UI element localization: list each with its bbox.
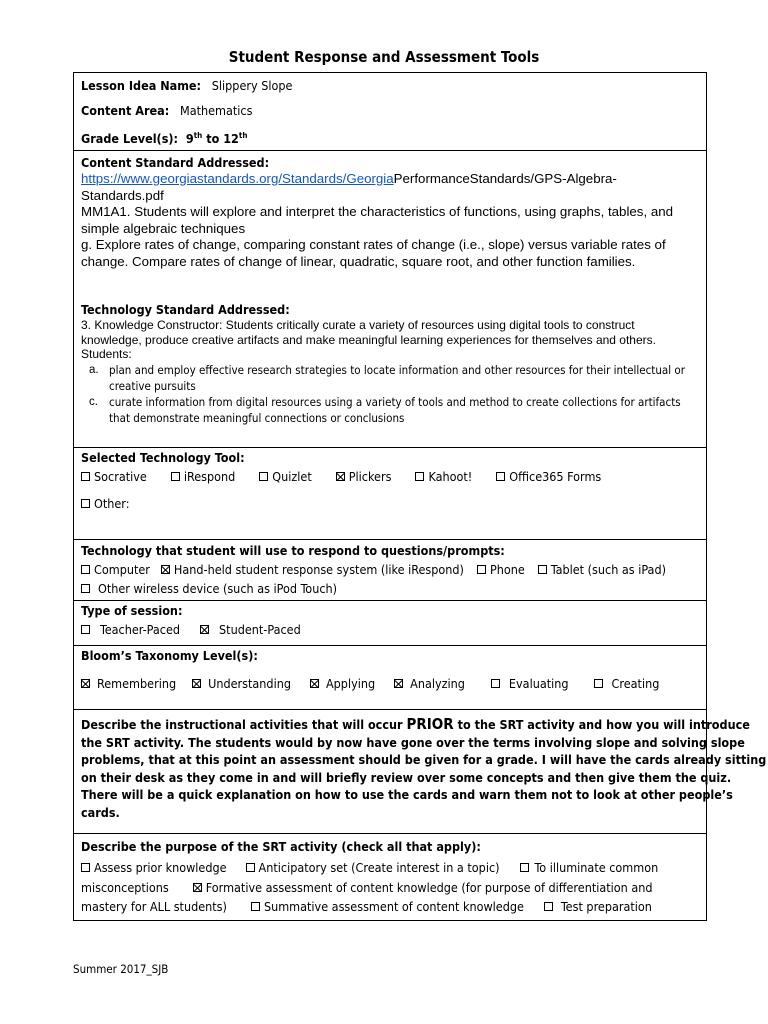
checked-box-icon[interactable] <box>310 679 319 688</box>
blooms-option-evaluating[interactable] <box>491 676 569 691</box>
session-type-label: Type of session: <box>81 603 183 618</box>
mm1a1-line2: simple algebraic techniques <box>81 220 246 236</box>
purpose-row <box>74 834 706 921</box>
item-a-line2: creative pursuits <box>109 378 196 393</box>
tool-option-office365-forms[interactable] <box>496 469 601 484</box>
checkbox-icon[interactable] <box>246 863 255 872</box>
item-c-line2: that demonstrate meaningful connections or conclusions <box>109 410 405 425</box>
session-type-row <box>74 601 706 646</box>
tech-standard-line3: Students: <box>81 347 132 361</box>
session-option-teacher-paced[interactable] <box>81 622 180 637</box>
tech-standard-line1: 3. Knowledge Constructor: Students critically curate a variety of resources using digital tools to construct <box>81 318 635 332</box>
device-option-computer[interactable] <box>81 562 150 577</box>
item-a-marker: a. <box>89 363 99 376</box>
tool-other-label: Other: <box>94 496 130 511</box>
checkbox-icon[interactable] <box>81 472 90 481</box>
device-other-label: Other wireless device (such as iPod Touch) <box>98 581 338 596</box>
device-option-label: Computer <box>94 562 150 577</box>
prior-line-1: the SRT activity. The students would by now have gone over the terms involving slope and solving slope <box>81 734 745 750</box>
purpose-option-misconceptions[interactable] <box>520 859 659 876</box>
blooms-option-label: Analyzing <box>410 676 465 691</box>
blooms-option-label: Creating <box>611 676 660 691</box>
purpose-option-label: Summative assessment of content knowledge <box>263 899 524 914</box>
respond-tech-label: Technology that student will use to respond to questions/prompts: <box>81 543 505 558</box>
tech-standard-item-a <box>81 362 699 394</box>
grade-from: 9 <box>185 131 194 147</box>
tool-option-label: Quizlet <box>272 469 312 484</box>
blooms-option-label: Applying <box>325 676 376 691</box>
tool-option-other[interactable] <box>81 496 130 511</box>
grade-to-sup: th <box>238 131 248 140</box>
checkbox-icon[interactable] <box>496 472 505 481</box>
prior-activities-row <box>74 710 767 834</box>
technology-standard-label: Technology Standard Addressed: <box>81 302 290 317</box>
device-option-handheld[interactable] <box>161 562 464 577</box>
checkbox-icon[interactable] <box>520 863 529 872</box>
device-option-label: Tablet (such as iPad) <box>550 562 666 577</box>
checked-box-icon[interactable] <box>200 625 209 634</box>
tech-standard-line2: knowledge, produce creative artifacts and make meaningful learning experiences for themselves and others. <box>81 332 656 347</box>
grade-from-sup: th <box>193 131 203 140</box>
respond-tech-row <box>74 540 706 601</box>
device-option-tablet[interactable] <box>538 562 666 577</box>
checkbox-icon[interactable] <box>81 863 90 872</box>
blooms-option-applying[interactable] <box>310 676 375 691</box>
checkbox-icon[interactable] <box>594 679 603 688</box>
tool-option-label: Plickers <box>348 469 392 484</box>
lesson-name-label: Lesson Idea Name: <box>81 78 202 93</box>
standards-row <box>74 151 706 448</box>
device-option-label: Phone <box>489 562 525 577</box>
mm1a1-line1: MM1A1. Students will explore and interpret the characteristics of functions, using graphs, tables, and <box>81 204 674 219</box>
purpose-option-label: Anticipatory set (Create interest in a topic) <box>258 860 500 875</box>
tool-option-quizlet[interactable] <box>259 469 311 484</box>
tool-options <box>81 469 699 484</box>
purpose-formative-cont: mastery for ALL students) <box>81 899 227 914</box>
checkbox-icon[interactable] <box>81 625 90 634</box>
purpose-option-formative[interactable] <box>193 880 653 895</box>
checked-box-icon[interactable] <box>161 565 170 574</box>
tool-option-label: Kahoot! <box>428 469 473 484</box>
prior-line-2: problems, that at this point an assessment should be given for a grade. I will have the cards already sitting <box>81 752 767 767</box>
blooms-option-understanding[interactable] <box>192 676 291 691</box>
grade-level-label: Grade Level(s): <box>81 131 179 147</box>
blooms-label: Bloom’s Taxonomy Level(s): <box>81 648 258 663</box>
blooms-option-label: Understanding <box>208 676 291 691</box>
purpose-option-anticipatory-set[interactable] <box>246 859 500 876</box>
checkbox-icon[interactable] <box>81 499 90 508</box>
element-g-line1: g. Explore rates of change, comparing constant rates of change (i.e., slope) versus variable rates of <box>81 237 666 252</box>
purpose-option-label: Formative assessment of content knowledge (for purpose of differentiation and <box>205 880 653 895</box>
prior-keyword: PRIOR <box>406 715 454 733</box>
prior-prompt-pre: Describe the instructional activities that will occur <box>81 717 407 732</box>
device-option-phone[interactable] <box>477 562 525 577</box>
tech-standard-item-c <box>81 394 699 426</box>
checkbox-icon[interactable] <box>81 584 90 593</box>
document-title: Student Response and Assessment Tools <box>228 48 540 66</box>
grade-to: to 12 <box>202 131 239 147</box>
blooms-option-label: Evaluating <box>508 676 569 691</box>
device-option-other-wireless[interactable] <box>81 581 337 596</box>
lesson-info-row <box>74 73 706 151</box>
checked-box-icon[interactable] <box>193 883 202 892</box>
blooms-option-analyzing[interactable] <box>394 676 465 691</box>
device-option-label: Hand-held student response system (like iRespond) <box>173 562 464 577</box>
checkbox-icon[interactable] <box>491 679 500 688</box>
tool-option-socrative[interactable] <box>81 469 147 484</box>
checkbox-icon[interactable] <box>81 565 90 574</box>
tool-option-label: Socrative <box>94 469 147 484</box>
checkbox-icon[interactable] <box>415 472 424 481</box>
content-area-value: Mathematics <box>179 103 253 118</box>
checkbox-icon[interactable] <box>538 565 547 574</box>
link-continuation: PerformanceStandards/GPS-Algebra- <box>393 171 617 186</box>
checked-box-icon[interactable] <box>394 679 403 688</box>
lesson-name-value: Slippery Slope <box>211 78 293 93</box>
selected-tool-label: Selected Technology Tool: <box>81 450 245 465</box>
item-c-line1: curate information from digital resources using a variety of tools and method to create collections for artifacts <box>109 394 681 409</box>
checked-box-icon[interactable] <box>81 679 90 688</box>
checkbox-icon[interactable] <box>251 902 260 911</box>
content-standard-label: Content Standard Addressed: <box>81 155 270 170</box>
purpose-option-prior-knowledge[interactable] <box>81 859 227 876</box>
purpose-option-test-prep[interactable] <box>544 899 652 914</box>
checkbox-icon[interactable] <box>477 565 486 574</box>
checkbox-icon[interactable] <box>544 902 553 911</box>
purpose-misconceptions-cont: misconceptions <box>81 880 169 895</box>
page-footer: Summer 2017_SJB <box>73 962 169 976</box>
content-area-label: Content Area: <box>81 103 170 118</box>
purpose-label: Describe the purpose of the SRT activity (check all that apply): <box>81 839 481 854</box>
tool-option-label: iRespond <box>183 469 236 484</box>
link-continuation-line2: Standards.pdf <box>81 187 164 203</box>
tool-option-plickers[interactable] <box>336 469 392 484</box>
prior-line-3: on their desk as they come in and will briefly review over some concepts and then give them the quiz. <box>81 769 732 785</box>
tool-option-label: Office365 Forms <box>509 469 602 484</box>
checkbox-icon[interactable] <box>259 472 268 481</box>
purpose-option-summative[interactable] <box>251 899 524 914</box>
checkbox-icon[interactable] <box>171 472 180 481</box>
tool-option-kahoot[interactable] <box>415 469 472 484</box>
session-option-label: Teacher-Paced <box>100 622 181 637</box>
element-g-line2: change. Compare rates of change of linear, quadratic, square root, and other function families. <box>81 253 636 269</box>
blooms-row <box>74 646 706 710</box>
assessment-form-table <box>73 72 767 921</box>
tool-option-irespond[interactable] <box>171 469 235 484</box>
checked-box-icon[interactable] <box>192 679 201 688</box>
prior-line-4: There will be a quick explanation on how to use the cards and warn them not to look at other people’s <box>81 787 733 802</box>
georgia-standards-link[interactable]: https://www.georgiastandards.org/Standards/Georgia <box>81 171 394 186</box>
session-option-label: Student-Paced <box>219 622 301 637</box>
purpose-option-label: To illuminate common <box>534 860 659 875</box>
blooms-option-creating[interactable] <box>594 676 660 691</box>
prior-prompt-post: to the SRT activity and how you will introduce <box>453 717 750 732</box>
session-option-student-paced[interactable] <box>200 622 301 637</box>
prior-line-5: cards. <box>81 804 120 820</box>
blooms-option-label: Remembering <box>97 676 177 691</box>
blooms-option-remembering[interactable] <box>81 676 176 691</box>
purpose-option-label: Test preparation <box>560 899 652 914</box>
item-c-marker: c. <box>89 395 98 408</box>
selected-tool-row <box>74 448 706 540</box>
item-a-line1: plan and employ effective research strategies to locate information and other resources for their intellectual or <box>109 362 685 377</box>
checked-box-icon[interactable] <box>336 472 345 481</box>
purpose-option-label: Assess prior knowledge <box>94 860 227 875</box>
